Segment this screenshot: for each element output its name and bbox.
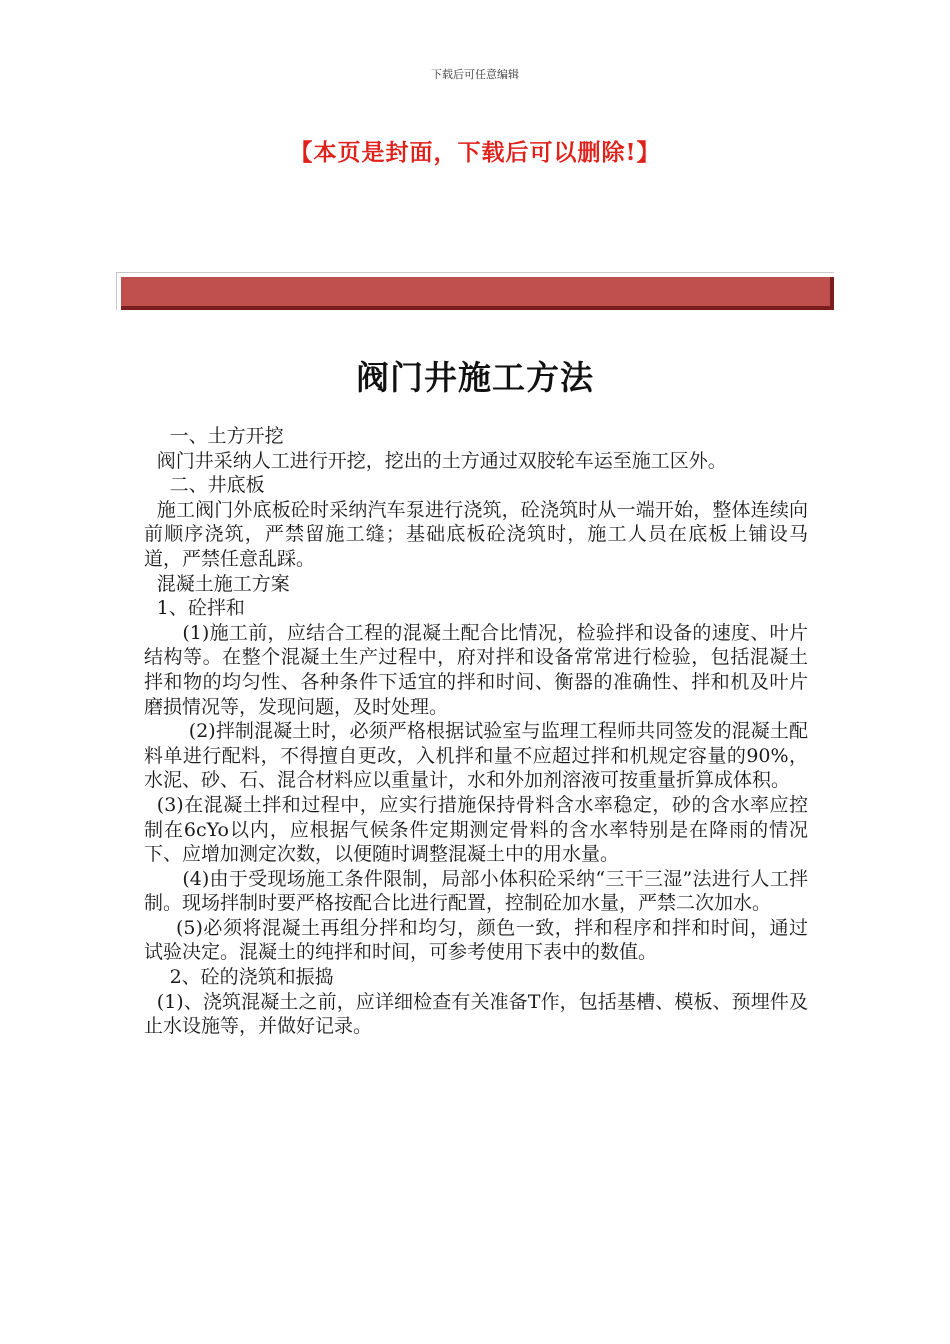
body-paragraph: 二、井底板	[169, 474, 265, 497]
body-paragraph: (1)施工前，应结合工程的混凝土配合比情况，检验拌和设备的速度、叶片结构等。在整个混凝土生产过程中，府对拌和设备常常进行检验，包括混凝土拌和物的均匀性、各种条件下适宜的拌和时间、衡器的准确性、拌和机及叶片磨损情况等，发现问题，及时处理。	[144, 621, 808, 718]
document-title: 阀门井施工方法	[356, 358, 594, 397]
document-body	[144, 424, 808, 1039]
body-paragraph: (2)拌制混凝土时，必须严格根据试验室与监理工程师共同签发的混凝土配料单进行配料，不得擅自更改，入机拌和量不应超过拌和机规定容量的90%，水泥、砂、石、混合材料应以重量计，水和外加剂溶液可按重量折算成体积。	[144, 720, 808, 792]
body-paragraph: 1、砼拌和	[156, 597, 245, 620]
body-paragraph: 2、砼的浇筑和振捣	[169, 966, 334, 989]
body-paragraph: (3)在混凝土拌和过程中，应实行措施保持骨料含水率稳定，砂的含水率应控制在6cYo以内，应根据气候条件定期测定骨料的含水率特别是在降雨的情况下、应增加测定次数，以便随时调整混凝土中的用水量。	[144, 793, 808, 866]
banner-bar	[121, 277, 834, 310]
body-paragraph: (4)由于受现场施工条件限制，局部小体积砼采纳“三干三湿”法进行人工拌制。现场拌制时要严格按配合比进行配置，控制砼加水量，严禁二次加水。	[144, 867, 808, 915]
body-paragraph: (5)必须将混凝土再组分拌和均匀，颜色一致，拌和程序和拌和时间，通过试验决定。混凝土的纯拌和时间，可参考使用下表中的数值。	[144, 916, 808, 964]
body-paragraph: 施工阀门外底板砼时采纳汽车泵进行浇筑，砼浇筑时从一端开始，整体连续向前顺序浇筑，严禁留施工缝；基础底板砼浇筑时，施工人员在底板上铺设马道，严禁任意乱踩。	[144, 498, 808, 570]
cover-removal-notice: 【本页是封面，下载后可以删除!】	[289, 139, 661, 166]
body-paragraph: 一、土方开挖	[169, 425, 284, 447]
page-header-note: 下载后可任意编辑	[431, 68, 519, 81]
body-paragraph: (1)、浇筑混凝土之前，应详细检查有关准备T作，包括基槽、模板、预埋件及止水设施等，并做好记录。	[144, 990, 808, 1038]
body-paragraph: 阀门井采纳人工进行开挖，挖出的土方通过双胶轮车运至施工区外。	[156, 449, 727, 472]
body-paragraph: 混凝土施工方案	[156, 572, 290, 595]
decorative-banner	[116, 272, 834, 310]
